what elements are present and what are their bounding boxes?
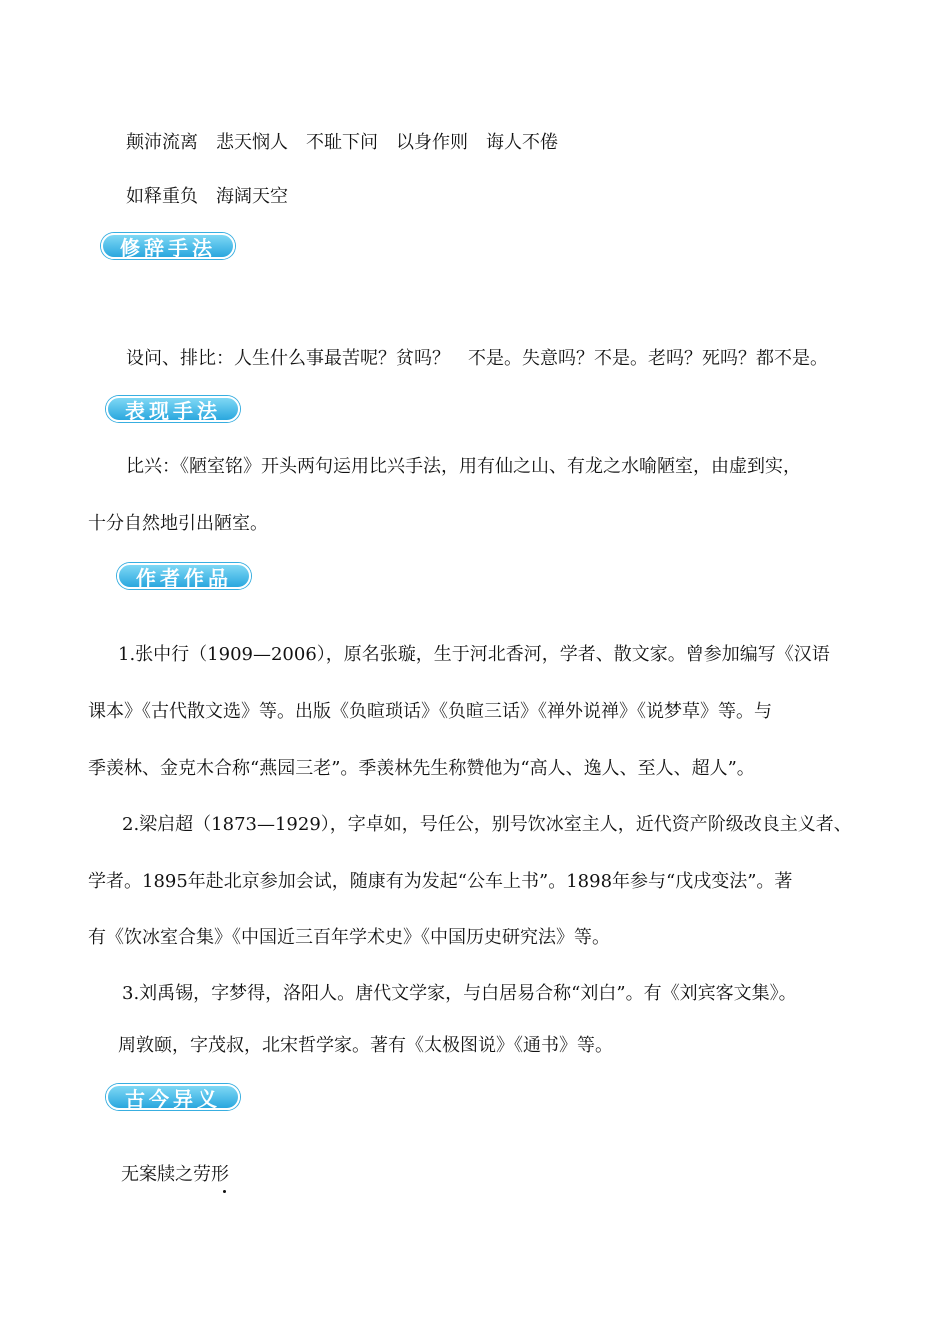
idioms-line-2: 如释重负 海阔天空 (126, 186, 288, 207)
emphasis-dot (223, 1190, 226, 1193)
author-2-line-3: 有《饮冰室合集》《中国近三百年学术史》《中国历史研究法》等。 (88, 927, 610, 948)
expression-text-line-1: 比兴：《陋室铭》开头两句运用比兴手法，用有仙之山、有龙之水喻陋室，由虚到实， (126, 456, 801, 477)
ancient-modern-text: 无案牍之劳形 (121, 1164, 229, 1185)
author-2-line-2: 学者。1895年赴北京参加会试，随康有为发起“公车上书”。1898年参与“戊戌变法”。著 (88, 871, 793, 892)
author-1-line-3: 季羡林、金克木合称“燕园三老”。季羡林先生称赞他为“高人、逸人、至人、超人”。 (88, 758, 755, 779)
idioms-line-1: 颠沛流离 悲天悯人 不耻下问 以身作则 诲人不倦 (126, 132, 558, 153)
rhetoric-text: 设问、排比：人生什么事最苦呢？贫吗？ 不是。失意吗？不是。老吗？死吗？都不是。 (126, 348, 828, 369)
section-badge-rhetoric: 修辞手法 (101, 233, 235, 259)
section-badge-ancient-modern: 古今异义 (106, 1084, 240, 1110)
expression-text-line-2: 十分自然地引出陋室。 (88, 513, 268, 534)
author-1-line-1: 1.张中行（1909—2006），原名张璇，生于河北香河，学者、散文家。曾参加编写《汉语 (118, 644, 830, 665)
section-badge-expression: 表现手法 (106, 396, 240, 422)
author-3-line-1: 3.刘禹锡，字梦得，洛阳人。唐代文学家，与白居易合称“刘白”。有《刘宾客文集》。 (122, 983, 797, 1004)
author-1-line-2: 课本》《古代散文选》等。出版《负暄琐话》《负暄三话》《禅外说禅》《说梦草》等。与 (88, 701, 772, 722)
section-badge-authors: 作者作品 (117, 563, 251, 589)
author-2-line-1: 2.梁启超（1873—1929），字卓如，号任公，别号饮冰室主人，近代资产阶级改良主义者、 (122, 814, 852, 835)
author-3-line-2: 周敦颐，字茂叔，北宋哲学家。著有《太极图说》《通书》等。 (118, 1035, 613, 1056)
